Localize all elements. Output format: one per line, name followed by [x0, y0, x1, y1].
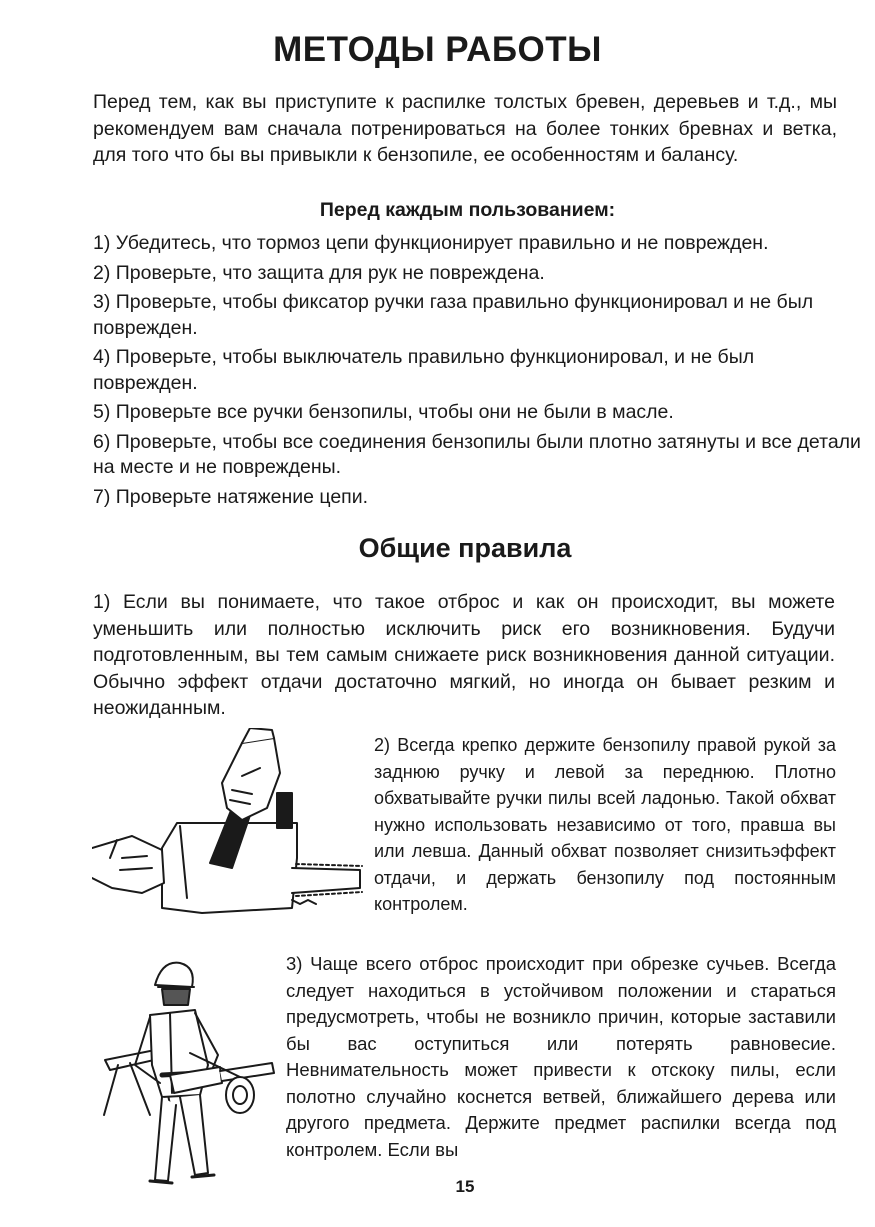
page-number: 15 — [455, 1177, 475, 1196]
checklist-item: 4) Проверьте, чтобы выключатель правильно функционировал, и не был поврежден. — [93, 346, 755, 394]
page-title: МЕТОДЫ РАБОТЫ — [273, 30, 602, 69]
worker-sawing-illustration — [100, 955, 280, 1187]
intro-paragraph: Перед тем, как вы приступите к распилке толстых бревен, деревьев и т.д., мы рекомендуем вам сначала потренироваться на более тонких бревнах и ветка, для того что бы вы привыкли к бензопиле, ее особенностям и балансу. — [93, 91, 837, 166]
rule-2-paragraph: 2) Всегда крепко держите бензопилу правой рукой за заднюю ручку и левой за переднюю. Плотно обхватывайте ручки пилы всей ладонью. Такой обхват нужно использовать независимо от того, правша вы или левша. Данный обхват позволяет снизитьэффект отдачи, и держать бензопилу под постоянным контролем. — [374, 735, 836, 914]
checklist-item: 2) Проверьте, что защита для рук не повреждена. — [93, 261, 545, 284]
checklist-item: 1) Убедитесь, что тормоз цепи функционирует правильно и не поврежден. — [93, 232, 769, 254]
general-rules-heading: Общие правила — [358, 533, 572, 563]
checklist — [93, 231, 863, 514]
rule-3-paragraph: 3) Чаще всего отброс происходит при обрезке сучьев. Всегда следует находиться в устойчивом положении и стараться предусмотреть, чтобы не возникло причин, которые заставили бы вас оступиться или потерять равновесие. Невнимательность может привести к отскоку пилы, если полотно случайно коснется ветвей, ближайшего дерева или другого предмета. Держите предмет распилки всегда под контролем. Если вы — [286, 953, 836, 1160]
checklist-item: 7) Проверьте натяжение цепи. — [93, 485, 369, 508]
checklist-item: 3) Проверьте, чтобы фиксатор ручки газа правильно функционировал и не был поврежден. — [93, 291, 814, 339]
checklist-item: 6) Проверьте, чтобы все соединения бензопилы были плотно затянуты и все детали на месте и не повреждены. — [93, 430, 861, 478]
checklist-item: 5) Проверьте все ручки бензопилы, чтобы они не были в масле. — [93, 401, 674, 423]
chainsaw-grip-illustration — [92, 728, 364, 924]
checklist-heading: Перед каждым пользованием: — [319, 199, 616, 221]
rule-1-paragraph: 1) Если вы понимаете, что такое отброс и как он происходит, вы можете уменьшить или полностью исключить риск его возникновения. Будучи подготовленным, вы тем самым снижаете риск возникновения данной ситуации. Обычно эффект отдачи достаточно мягкий, но иногда он бывает резким и неожиданным. — [93, 591, 835, 719]
